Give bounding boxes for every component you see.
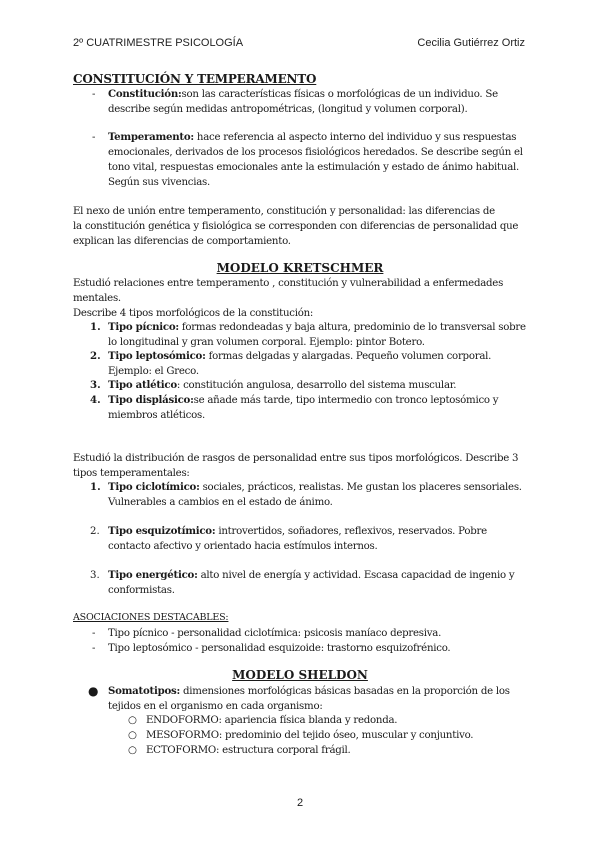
item-tipo-energetico: Tipo energético: alto nivel de energía y actividad. Escasa capacidad de ingenio y conformistas. [108, 569, 515, 596]
circle-bullet: ○ [128, 745, 137, 756]
circle-bullet: ○ [128, 715, 137, 726]
item-tipo-atletico: Tipo atlético: constitución angulosa, desarrollo del sistema muscular. [108, 379, 457, 391]
item-tipo-picnico: Tipo pícnico: formas redondeadas y baja altura, predominio de lo transversal sobre lo longitudinal y gran volumen corporal. Ejemplo: pintor Botero. [108, 321, 526, 348]
dash-bullet: - [92, 132, 96, 143]
asociacion-item: Tipo pícnico - personalidad ciclotímica: psicosis maníaco depresiva. [108, 628, 442, 639]
kretschmer-intro-2: Estudió la distribución de rasgos de personalidad entre sus tipos morfológicos. Describe 3 tipos temperamentales: [73, 453, 519, 479]
bullet-dot: ● [88, 684, 99, 698]
section-title-kretschmer: MODELO KRETSCHMER [216, 261, 384, 275]
item-temperamento: Temperamento: hace referencia al aspecto interno del individuo y sus respuestas emocionales, derivados de los procesos fisiológicos heredados. Se describe según el tono vital, respuestas emocionales ante la estimulación y estado de ánimo habitual. Según sus vivencias. [108, 131, 523, 188]
item-somatotipos: Somatotipos: dimensiones morfológicas básicas basadas en la proporción de los tejidos en el organismo en cada organismo: [108, 685, 510, 712]
item-tipo-displasico: Tipo displásico:se añade más tarde, tipo intermedio con tronco leptosómico y miembros atléticos. [108, 394, 499, 421]
page-number: 2 [296, 797, 304, 809]
sub-item-endoformo: ENDOFORMO: apariencia física blanda y redonda. [146, 715, 398, 726]
list-number: 2. [90, 526, 100, 537]
item-tipo-esquizotimico: Tipo esquizotímico: introvertidos, soñadores, reflexivos, reservados. Pobre contacto afectivo y orientado hacia estímulos internos. [108, 525, 487, 552]
list-number: 1. [90, 321, 101, 333]
kretschmer-intro: Estudió relaciones entre temperamento , constitución y vulnerabilidad a enfermedades mentales. Describe 4 tipos morfológicos de la constitución: [73, 278, 504, 319]
item-tipo-ciclotimico: Tipo ciclotímico: sociales, prácticos, realistas. Me gustan los placeres sensoriales. Vulnerables a cambios en el estado de ánimo. [108, 481, 522, 508]
list-number: 3. [90, 379, 101, 391]
circle-bullet: ○ [128, 730, 137, 741]
sub-item-mesoformo: MESOFORMO: predominio del tejido óseo, muscular y conjuntivo. [146, 730, 474, 741]
dash-bullet: - [92, 628, 96, 639]
asociacion-item: Tipo leptosómico - personalidad esquizoide: trastorno esquizofrénico. [108, 643, 451, 654]
list-number: 1. [90, 481, 101, 493]
asociaciones-title: ASOCIACIONES DESTACABLES: [73, 612, 229, 623]
dash-bullet: - [92, 89, 96, 100]
sub-item-ectoformo: ECTOFORMO: estructura corporal frágil. [146, 745, 351, 756]
list-number: 4. [90, 394, 101, 406]
section-title-constitucion: CONSTITUCIÓN Y TEMPERAMENTO [73, 72, 317, 86]
list-number: 3. [90, 570, 100, 581]
paragraph-nexo: El nexo de unión entre temperamento, constitución y personalidad: las diferencias de la constitución genética y fisiológica se corresponden con diferencias de personalidad que explican las diferencias de comportamiento. [73, 206, 519, 247]
section-title-sheldon: MODELO SHELDON [232, 668, 368, 682]
list-number: 2. [90, 350, 101, 362]
item-constitucion: Constitución:son las características físicas o morfológicas de un individuo. Se describe según medidas antropométricas, (longitud y volumen corporal). [108, 88, 498, 115]
item-tipo-leptosomico: Tipo leptosómico: formas delgadas y alargadas. Pequeño volumen corporal. Ejemplo: el Greco. [108, 350, 492, 377]
dash-bullet: - [92, 643, 96, 654]
header-course: 2º CUATRIMESTRE PSICOLOGÍA [73, 37, 244, 49]
header-author: Cecilia Gutiérrez Ortiz [417, 37, 525, 49]
term: Temperamento: [108, 131, 194, 143]
term: Constitución: [108, 88, 182, 100]
